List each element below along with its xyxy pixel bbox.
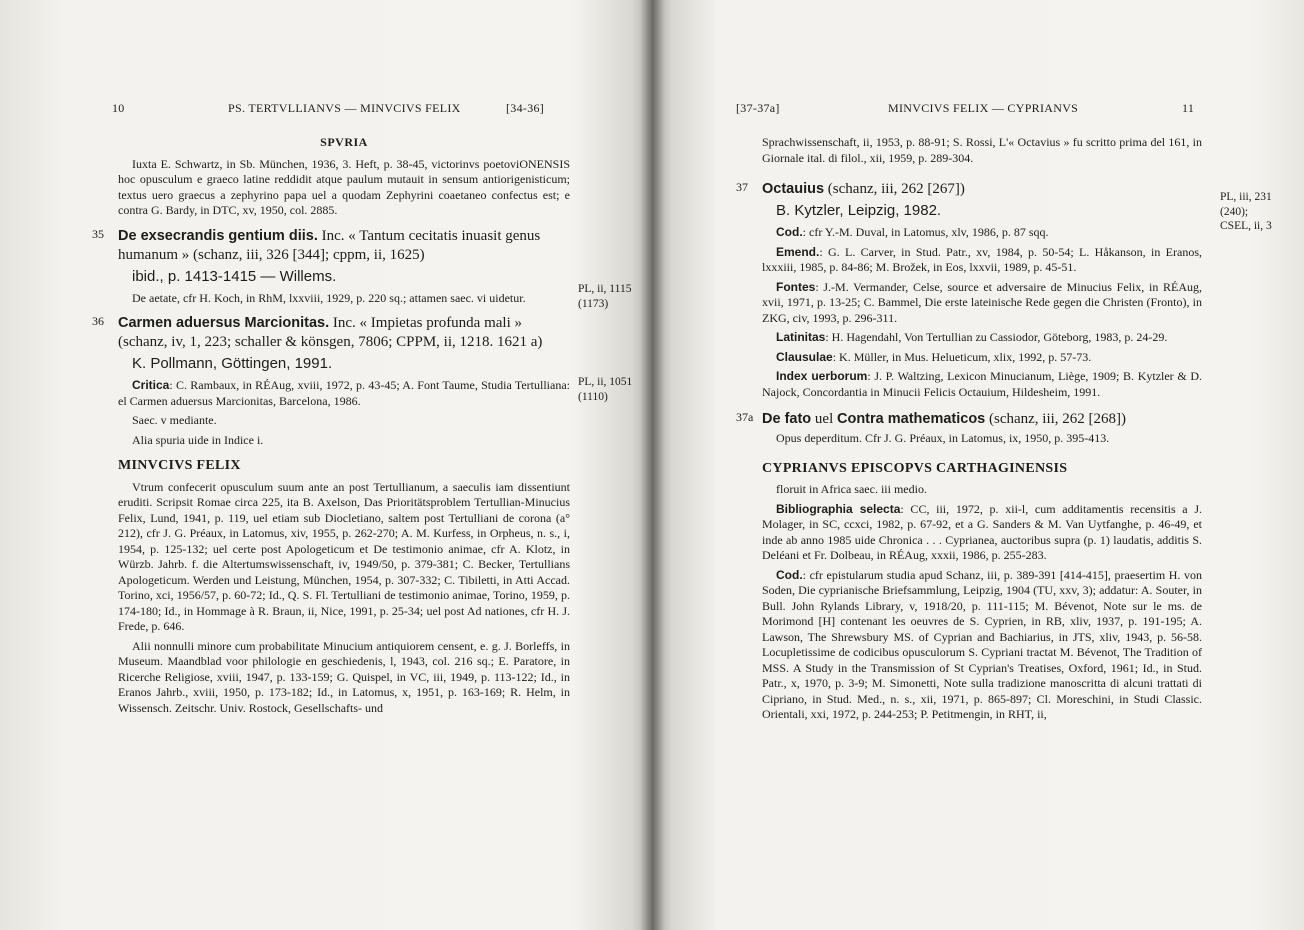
index-paragraph (762, 369, 1202, 400)
right-body (736, 135, 1202, 727)
alia-line: Alia spuria uide in Indice i. (132, 432, 264, 447)
entry-heading (762, 180, 1202, 199)
latinitas-label: Latinitas (776, 330, 826, 344)
bibliographia-paragraph (762, 502, 1202, 564)
entry-title: Octauius (762, 181, 825, 197)
fontes-label: Fontes (776, 279, 816, 294)
minucius-paragraph-1: Vtrum confecerit opusculum suum ante an post Tertullianum, a saeculis iam dissentiunt eruditi. Scripsit Romae circa 225, ita B. Axelson, Das Prioritätsproblem Tertullian-Minucius Felix, Lund, 1941, p. 119, uel etiam sub Diocletiano, saltem post Tertulliani de corona (a° 212), cfr J. G. Préaux, in Latomus, xiv, 1955, p. 262-270; A. M. Kurfess, in Orpheus, n. s., i, 1954, p. 125-132; uel certe post Apologeticum et De testimonio animae, cfr A. Klotz, in Würzb. Jahrb. f. die Altertumswissenschaft, iv, 1949/50, p. 379-381; C. Becker, Tertullians Apologeticum. Werden und Leistung, München, 1954, p. 307-332; C. Tibiletti, in Atti Accad. Torino, xci, 1956/57, p. 60-72; Id., Q. S. Fl. Tertulliani de testimonio animae, Torino, 1959, p. 174-180; Id., in Hommage à R. Braun, ii, Nice, 1991, p. 25-34; uel post Ad nationes, cfr H. J. Frede, p. 646. (118, 479, 570, 633)
cyprianus-cod-label: Cod. (776, 567, 803, 582)
spuria-heading: SPVRIA (320, 135, 368, 149)
minucius-paragraph-2: Alii nonnulli minore cum probabilitate Minucium antiquiorem censent, e. g. J. Borleffs, in Museum. Maandblad voor philologie en geschiedenis, l, 1943, col. 216 sq.; E. Paratore, in Ricerche Religiose, xviii, 1947, p. 133-159; G. Quispel, in VC, iii, 1949, p. 113-122; Id., in Eranos Jahrb., xviii, 1950, p. 173-182; Id., in Latomus, x, 1951, p. 163-169; R. Helm, in Wissensch. Zeitschr. Univ. Rostock, Gesellschafts- und (118, 638, 570, 715)
emend-label: Emend. (776, 244, 820, 259)
right-page (652, 0, 1304, 930)
right-page-number: 11 (1182, 101, 1195, 115)
entry-incipit: Inc. « Impietas profunda mali » (schanz, iv, 1, 223; schaller & könsgen, 7806; CPPM, ii, 1218. 1621 a) (118, 315, 543, 350)
index-label: Index uerborum (776, 369, 868, 383)
entry-title-connector: uel (811, 411, 837, 427)
right-running-head: MINVCIVS FELIX — CYPRIANVS (888, 101, 1079, 115)
entry-number: 35 (92, 226, 104, 241)
margin-note-35: PL, ii, 1115 (1173) (578, 283, 632, 310)
entry-number: 37 (736, 180, 748, 194)
entry-heading (762, 410, 1202, 429)
entry-incipit: (schanz, iii, 262 [267]) (827, 181, 965, 197)
margin-note-37: PL, iii, 231 (240); CSEL, ii, 3 (1220, 191, 1272, 232)
spuria-paragraph: Iuxta E. Schwartz, in Sb. München, 1936, 3. Heft, p. 38-45, victorinvs poetoviONENSIS hoc opusculum e graeco latine reddidit atque paulum mutauit in sensum antiorigenisticum; textus uero graecus a zephyrino papa uel a quodam Zephyrini coaetaneo confectus est; e contra G. Bardy, in DTC, xv, 1950, col. 2885. (118, 156, 570, 217)
minucius-heading: MINVCIVS FELIX (118, 458, 241, 473)
book-gutter (640, 0, 664, 930)
bibliographia-label: Bibliographia selecta (776, 501, 901, 516)
entry-incipit: Inc. « Tantum cecitatis inuasit genus humanum » (schanz, iii, 326 [344]; cppm, ii, 1625) (118, 227, 541, 263)
left-body (92, 135, 570, 720)
cod-label: Cod. (776, 225, 803, 239)
left-running-head: PS. TERTVLLIANVS — MINVCIVS FELIX (228, 101, 461, 115)
right-section-range: [37-37a] (736, 101, 780, 115)
entry-incipit: (schanz, iii, 262 [268]) (985, 411, 1127, 427)
left-section-range: [34-36] (506, 101, 545, 115)
entry-text: Opus deperditum. Cfr J. G. Préaux, in Latomus, ix, 1950, p. 395-413. (776, 431, 1110, 445)
left-page-number: 10 (112, 101, 125, 115)
critica-text: : C. Rambaux, in RÉAug, xviii, 1972, p. 43-45; A. Font Taume, Studia Tertulliana: el Carmen aduersus Marcionitas, Barcelona, 1986. (118, 378, 570, 408)
entry-title: Carmen aduersus Marcionitas. (118, 315, 330, 331)
floruit-line: floruit in Africa saec. iii medio. (776, 482, 927, 496)
latinitas-text: : H. Hagendahl, Von Tertullian zu Cassiodor, Göteborg, 1983, p. 24-29. (825, 330, 1168, 344)
entry-37a (736, 410, 1202, 447)
entry-36 (92, 314, 570, 448)
fontes-paragraph (762, 280, 1202, 327)
clausulae-text: : K. Müller, in Mus. Helueticum, xlix, 1992, p. 57-73. (832, 349, 1092, 364)
entry-heading (118, 227, 570, 265)
entry-number: 37a (736, 410, 754, 424)
entry-number: 36 (92, 314, 104, 328)
cod-paragraph (762, 225, 1202, 241)
entry-note: De aetate, cfr H. Koch, in RhM, lxxviii, 1929, p. 220 sq.; attamen saec. vi uidetur. (132, 290, 526, 305)
critica-label: Critica (132, 378, 170, 392)
entry-edition: K. Pollmann, Göttingen, 1991. (132, 355, 333, 372)
entry-37 (736, 180, 1202, 400)
index-text: : J. P. Waltzing, Lexicon Minucianum, Liège, 1909; B. Kytzler & D. Najock, Concordantia in Minucii Felicis Octauium, Hildesheim, 1991. (762, 369, 1202, 399)
clausulae-label: Clausulae (776, 349, 833, 364)
entry-title-part-1: De fato (762, 411, 812, 427)
entry-edition: B. Kytzler, Leipzig, 1982. (776, 202, 942, 219)
entry-edition: ibid., p. 1413-1415 — Willems. (132, 267, 337, 285)
cyprianus-cod-text: : cfr epistularum studia apud Schanz, iii, p. 389-391 [414-415], praesertim H. von Soden, Die cyprianische Briefsammlung, Leipzig, 1904 (TU, xxv, 3); addatur: A. Souter, in Bull. John Rylands Library, v, 1918/20, p. 111-115; M. Bévenot, Note sur le ms. de Morimond [H] contenant les oeuvres de S. Cyprien, in RB, xliv, 1937, p. 191-195; A. Lawson, The Shrewsbury MS. of Cyprian and Bachiarius, in JTS, xliv, 1943, p. 56-58. Locupletissime de codicibus opusculorum S. Cypriani tractat M. Bévenot, The Tradition of MSS. A Study in the Transmission of St Cyprian's Treatises, Oxford, 1961; Id., in Stud. Patr., x, 1970, p. 3-9; M. Simonetti, Note sulla tradizione manoscritta di alcuni trattati di Cipriano, in Stud. Med., n. s., xii, 1971, p. 865-897; Cl. Moreschini, in Studi Classic. Orientali, xxi, 1972, p. 244-253; P. Petitmengin, in RHT, ii, (762, 567, 1202, 721)
fontes-text: : J.-M. Vermander, Celse, source et adversaire de Minucius Felix, in RÉAug, xvii, 1971, p. 13-25; C. Bammel, Die erste lateinische Rede gegen die Christen (Fronto), in ZKG, civ, 1993, p. 296-311. (762, 279, 1202, 325)
saec-line: Saec. v mediante. (132, 413, 217, 427)
cyprianus-cod-paragraph (762, 568, 1202, 723)
latinitas-paragraph (762, 330, 1202, 346)
entry-title: De exsecrandis gentium diis. (118, 227, 318, 244)
entry-heading (118, 314, 570, 352)
margin-note-36: PL, ii, 1051 (1110) (578, 376, 633, 403)
cyprianus-heading: CYPRIANVS EPISCOPVS CARTHAGINENSIS (762, 460, 1068, 476)
emend-text: : G. L. Carver, in Stud. Patr., xv, 1984, p. 50-54; L. Håkanson, in Eranos, lxxxiii, 1985, p. 84-86; M. Brožek, in Eos, lxxvii, 1989, p. 45-51. (762, 244, 1202, 274)
emend-paragraph (762, 245, 1202, 276)
entry-35 (92, 226, 570, 307)
entry-title-part-2: Contra mathematicos (836, 411, 986, 427)
continued-paragraph: Sprachwissenschaft, ii, 1953, p. 88-91; S. Rossi, L'« Octavius » fu scritto prima del 161, in Giornale ital. di filol., xii, 1959, p. 289-304. (762, 135, 1202, 165)
clausulae-paragraph (762, 350, 1202, 366)
cod-text: : cfr Y.-M. Duval, in Latomus, xlv, 1986, p. 87 sqq. (802, 225, 1049, 239)
bibliographia-text: : CC, iii, 1972, p. xii-l, cum additamentis recensitis a J. Molager, in SC, ccxci, 1982, p. 67-92, et a G. Sanders & M. Van Uytfanghe, p. 46-49, et inde ab anno 1985 uide Chronica . . . Cyprianea, auctoribus supra (p. 1) laudatis, additis S. Deléani et Fr. Dolbeau, in RÉAug, xxxii, 1986, p. 255-283. (762, 501, 1202, 562)
critica-paragraph (118, 378, 570, 409)
